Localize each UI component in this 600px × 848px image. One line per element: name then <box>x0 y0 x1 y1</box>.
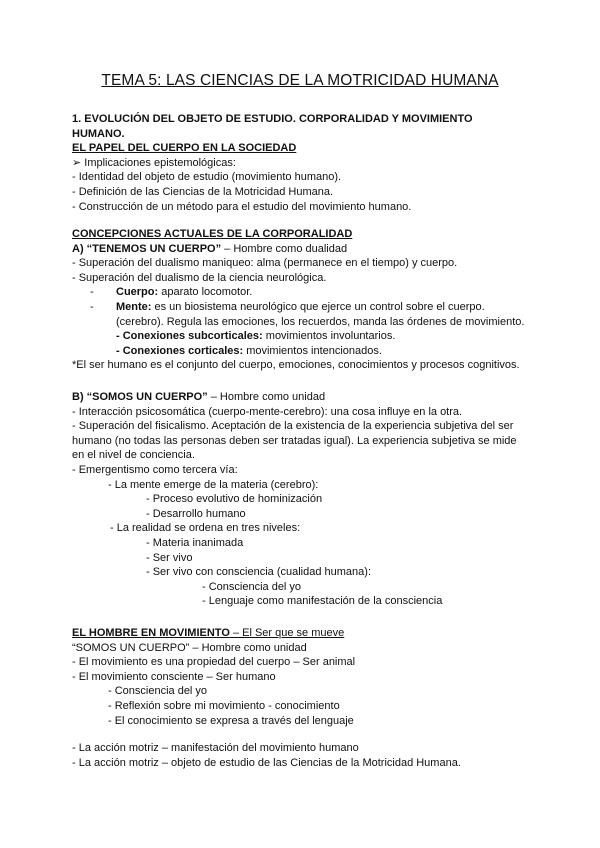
section-heading-cont: HUMANO. <box>72 127 125 140</box>
section-concepciones <box>72 227 542 373</box>
term: Cuerpo: <box>116 286 159 299</box>
section-evolucion <box>72 112 542 214</box>
heading-rest: – Hombre como dualidad <box>221 242 348 255</box>
list-item: - Construcción de un método para el estudio del movimiento humano. <box>72 200 412 213</box>
list-item: - Proceso evolutivo de hominización <box>146 493 323 506</box>
definition: movimientos involuntarios. <box>262 330 396 343</box>
list-item: - Superación del dualismo de la ciencia neurológica. <box>72 271 327 284</box>
list-item: - Consciencia del yo <box>108 685 208 698</box>
heading-bold: A) “TENEMOS UN CUERPO” <box>72 242 222 255</box>
list-item: - Emergentismo como tercera vía: <box>72 463 238 476</box>
list-item: - Identidad del objeto de estudio (movimiento humano). <box>72 171 342 184</box>
list-item: - El conocimiento se expresa a través del lenguaje <box>108 714 354 727</box>
heading-rest: – Hombre como unidad <box>207 391 326 403</box>
subheading-papel-cuerpo: EL PAPEL DEL CUERPO EN LA SOCIEDAD <box>72 142 297 155</box>
list-item-cont: en el nivel de conciencia. <box>72 449 195 462</box>
term: - Conexiones subcorticales: <box>116 330 263 343</box>
list-item: - Superación del fisicalismo. Aceptación de la existencia de la experiencia subjetiva del ser <box>72 420 514 433</box>
definition: movimientos intencionados. <box>243 344 382 357</box>
section-heading: 1. EVOLUCIÓN DEL OBJETO DE ESTUDIO. CORPORALIDAD Y MOVIMIENTO <box>72 113 473 125</box>
list-item: - Definición de las Ciencias de la Motricidad Humana. <box>72 185 334 198</box>
heading-rest: – El Ser que se mueve <box>229 627 345 639</box>
heading-bold: EL HOMBRE EN MOVIMIENTO <box>72 627 230 639</box>
heading-bold: B) “SOMOS UN CUERPO” <box>72 391 208 403</box>
subheading-hombre-movimiento <box>72 626 542 641</box>
list-item: ➢ Implicaciones epistemológicas: <box>72 156 236 169</box>
list-item: - Ser vivo <box>146 551 193 564</box>
bullet-dash: - <box>90 300 94 313</box>
list-item: “SOMOS UN CUERPO” – Hombre como unidad <box>72 641 307 654</box>
list-item: - La acción motriz – manifestación del movimiento humano <box>72 742 359 754</box>
list-item: - Interacción psicosomática (cuerpo-mente-cerebro): una cosa influye en la otra. <box>72 405 463 418</box>
term: Mente: <box>116 300 152 313</box>
definition: aparato locomotor. <box>158 286 253 299</box>
heading-somos-cuerpo <box>72 390 542 405</box>
bullet-dash: - <box>90 286 94 299</box>
section-somos-cuerpo <box>72 390 542 609</box>
list-item: - Consciencia del yo <box>202 580 302 593</box>
section-hombre-movimiento <box>72 626 542 728</box>
bullet-cuerpo <box>72 285 542 300</box>
list-item-cont: humano (no todas las personas deben ser tratadas igual). La experiencia subjetiva se mide <box>72 434 517 447</box>
list-item: - Reflexión sobre mi movimiento - conocimiento <box>108 699 340 712</box>
term: - Conexiones corticales: <box>116 344 244 357</box>
list-item: - Lenguaje como manifestación de la consciencia <box>202 595 443 608</box>
heading-tenemos-cuerpo <box>72 242 542 257</box>
subheading-concepciones: CONCEPCIONES ACTUALES DE LA CORPORALIDAD <box>72 228 353 240</box>
note: *El ser humano es el conjunto del cuerpo, emociones, conocimientos y procesos cognitivos. <box>72 359 520 372</box>
bullet-mente-cont: (cerebro). Regula las emociones, los recuerdos, manda las órdenes de movimiento. <box>116 315 525 328</box>
document-title: TEMA 5: LAS CIENCIAS DE LA MOTRICIDAD HUMANA <box>101 72 499 89</box>
list-item: - La acción motriz – objeto de estudio de las Ciencias de la Motricidad Humana. <box>72 756 461 769</box>
bullet-mente <box>72 300 542 315</box>
bullet-subcorticales <box>72 329 542 344</box>
list-item: - Ser vivo con consciencia (cualidad humana): <box>146 566 372 579</box>
definition: es un biosistema neurológico que ejerce un control sobre el cuerpo. <box>151 300 485 313</box>
list-item: - Materia inanimada <box>146 536 244 549</box>
list-item: - El movimiento consciente – Ser humano <box>72 670 276 683</box>
list-item: - Desarrollo humano <box>146 507 246 520</box>
section-accion-motriz <box>72 741 542 770</box>
bullet-corticales <box>72 344 542 359</box>
list-item: - El movimiento es una propiedad del cuerpo – Ser animal <box>72 656 356 669</box>
list-item: - Superación del dualismo maniqueo: alma (permanece en el tiempo) y cuerpo. <box>72 257 458 270</box>
list-item: - La mente emerge de la materia (cerebro): <box>108 478 319 491</box>
list-item: - La realidad se ordena en tres niveles: <box>110 522 301 535</box>
